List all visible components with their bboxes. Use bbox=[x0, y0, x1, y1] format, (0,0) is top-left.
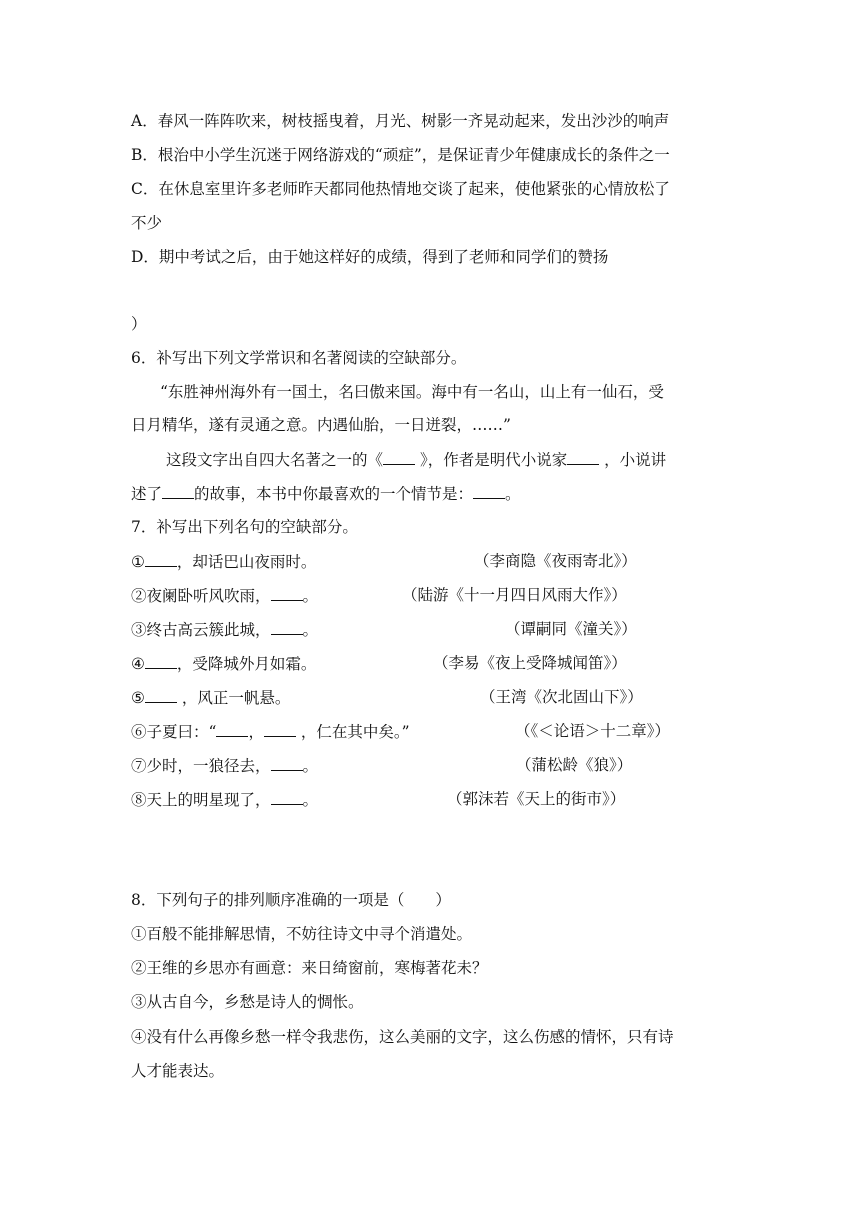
q7-line1 bbox=[131, 551, 316, 572]
q7-source2: （陆游《十一月四日风雨大作》） bbox=[402, 586, 627, 604]
blank-book-title[interactable] bbox=[383, 449, 415, 465]
line-text: ⑥子夏曰：“ bbox=[131, 723, 217, 741]
q8-sentence3: ③从古自今，乡愁是诗人的惆怅。 bbox=[131, 993, 364, 1011]
q8-sentence4-line2: 人才能表达。 bbox=[131, 1062, 225, 1080]
q6-title: 6．补写出下列文学常识和名著阅读的空缺部分。 bbox=[131, 349, 467, 367]
q7-source4: （李易《夜上受降城闻笛》） bbox=[433, 654, 627, 672]
q6-text: 这段文字出自四大名著之一的《 bbox=[166, 451, 384, 469]
blank[interactable] bbox=[271, 789, 303, 805]
blank-story[interactable] bbox=[162, 483, 194, 499]
q8-sentence2: ②王维的乡思亦有画意：来日绮窗前，寒梅著花未？ bbox=[131, 959, 488, 977]
q7-line6 bbox=[131, 721, 410, 742]
q7-source8: （郭沫若《天上的街市》） bbox=[447, 790, 626, 808]
q6-text: 。 bbox=[505, 485, 521, 503]
line-text: 。 bbox=[302, 757, 319, 775]
q6-text: 述了 bbox=[131, 485, 163, 503]
line-text: ，却话巴山夜雨时。 bbox=[176, 553, 317, 571]
blank[interactable] bbox=[271, 619, 303, 635]
line-number: ⑤ bbox=[131, 689, 145, 707]
line-text: ，风正一帆悬。 bbox=[176, 689, 291, 707]
q7-line3 bbox=[131, 619, 318, 640]
option-c-line2: 不少 bbox=[131, 214, 163, 232]
blank[interactable] bbox=[145, 551, 177, 567]
blank[interactable] bbox=[145, 687, 177, 703]
q6-text: 的故事，本书中你最喜欢的一个情节是： bbox=[194, 485, 474, 503]
q7-source3: （谭嗣同《潼关》） bbox=[505, 620, 637, 638]
q6-quote-line2: 日月精华，遂有灵通之意。内遇仙胎，一日迸裂，……” bbox=[131, 416, 511, 434]
q7-source1: （李商隐《夜雨寄北》） bbox=[474, 552, 637, 570]
q8-sentence4-line1: ④没有什么再像乡愁一样令我悲伤，这么美丽的文字，这么伤感的情怀，只有诗 bbox=[131, 1028, 674, 1046]
q7-source6: （《＜论语＞十二章》） bbox=[515, 722, 671, 740]
blank-plot[interactable] bbox=[473, 483, 505, 499]
line-text: ， bbox=[248, 723, 264, 741]
blank[interactable] bbox=[271, 755, 303, 771]
option-a: A．春风一阵阵吹来，树枝摇曳着，月光、树影一齐晃动起来，发出沙沙的响声 bbox=[131, 112, 670, 130]
option-c-line1: C．在休息室里许多老师昨天都同他热情地交谈了起来，使他紧张的心情放松了 bbox=[131, 180, 670, 198]
q7-line2 bbox=[131, 585, 318, 606]
line-text: ，受降城外月如霜。 bbox=[176, 655, 317, 673]
line-text: ③终古高云簇此城， bbox=[131, 621, 271, 639]
q8-sentence1: ①百般不能排解思情，不妨往诗文中寻个消遣处。 bbox=[131, 925, 473, 943]
blank[interactable] bbox=[271, 585, 303, 601]
q6-text: ，小说讲 bbox=[599, 451, 667, 469]
line-number: ① bbox=[131, 553, 145, 571]
q6-sentence-line1 bbox=[166, 449, 666, 470]
q7-line8 bbox=[131, 789, 318, 810]
q7-source7: （蒲松龄《狼》） bbox=[516, 756, 633, 774]
blank[interactable] bbox=[216, 721, 248, 737]
q7-line5 bbox=[131, 687, 290, 708]
line-text: ⑦少时，一狼径去， bbox=[131, 757, 271, 775]
q7-title: 7．补写出下列名句的空缺部分。 bbox=[131, 518, 358, 536]
q7-line4 bbox=[131, 653, 316, 674]
line-text: ②夜阑卧听风吹雨， bbox=[131, 587, 271, 605]
blank[interactable] bbox=[145, 653, 177, 669]
line-text: 。 bbox=[302, 791, 319, 809]
q7-line7 bbox=[131, 755, 318, 776]
closing-paren: ） bbox=[131, 315, 147, 333]
q6-sentence-line2 bbox=[131, 483, 521, 504]
option-d: D．期中考试之后，由于她这样好的成绩，得到了老师和同学们的赞扬 bbox=[131, 248, 609, 266]
q6-text: 》，作者是明代小说家 bbox=[415, 451, 568, 469]
line-number: ④ bbox=[131, 655, 145, 673]
option-b: B．根治中小学生沉迷于网络游戏的“顽症”，是保证青少年健康成长的条件之一 bbox=[131, 146, 670, 164]
line-text: 。 bbox=[302, 621, 319, 639]
q6-quote-line1: “东胜神州海外有一国土，名曰傲来国。海中有一名山，山上有一仙石，受 bbox=[160, 383, 664, 401]
line-text: 。 bbox=[302, 587, 319, 605]
line-text: ⑧天上的明星现了， bbox=[131, 791, 271, 809]
q8-title: 8．下列句子的排列顺序准确的一项是（ ） bbox=[131, 891, 451, 909]
q7-source5: （王湾《次北固山下》） bbox=[480, 688, 643, 706]
blank[interactable] bbox=[264, 721, 296, 737]
blank-author[interactable] bbox=[567, 449, 599, 465]
line-text: ，仁在其中矣。” bbox=[295, 723, 410, 741]
